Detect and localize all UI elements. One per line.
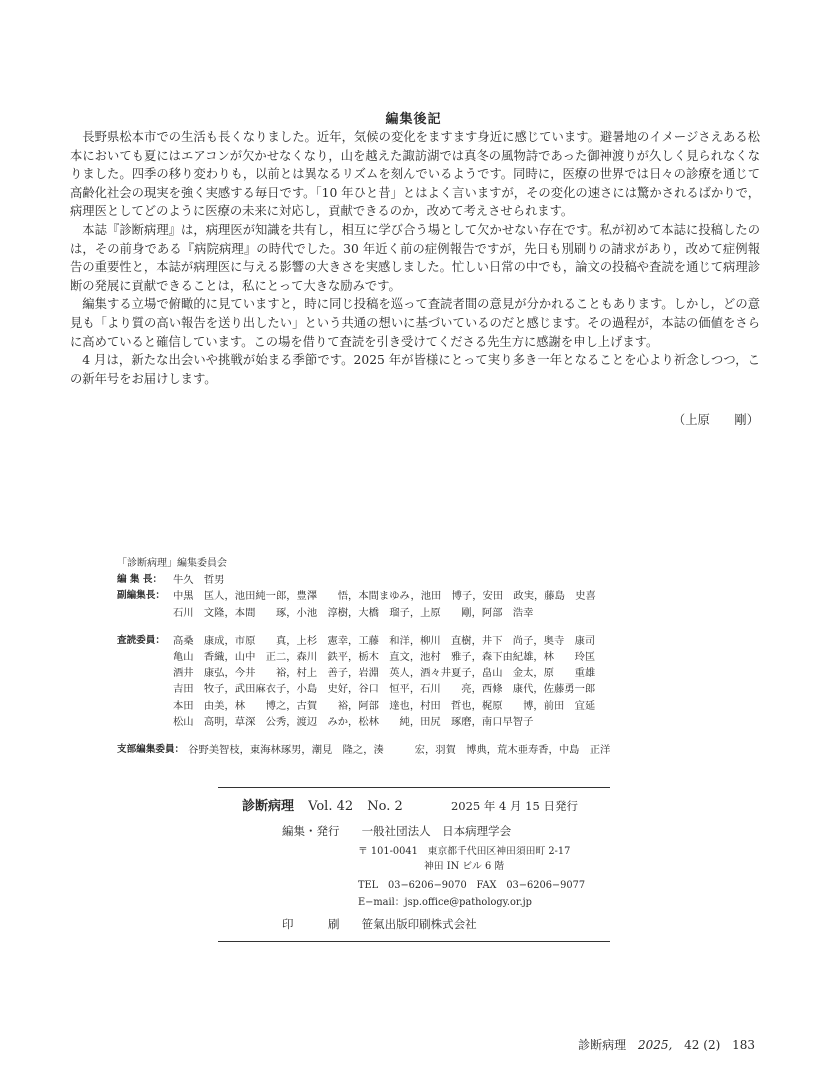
- chief-name: 牛久 哲男: [173, 574, 225, 587]
- branch-names: 谷野美智枝，東海林琢男，潮見 隆之，湊 宏，羽賀 博典，荒木亜寿香，中島 正洋: [188, 744, 611, 757]
- reviewers-label: 査読委員：: [117, 634, 165, 646]
- printer-line: [282, 916, 477, 932]
- footer-volume-issue: 42 (2): [684, 1038, 721, 1052]
- committee-title: 「診断病理」編集委員会: [117, 558, 227, 569]
- name-line: 吉田 牧子，武田麻衣子，小島 史好，谷口 恒平，石川 亮，西條 康代，佐藤勇一郎: [173, 683, 596, 696]
- branch-label: 支部編集委員：: [117, 744, 185, 756]
- editorial-body: [70, 128, 760, 388]
- footer-journal: 診断病理: [578, 1038, 627, 1052]
- branch-editors-row: [117, 742, 610, 758]
- page-number: 183: [732, 1038, 755, 1052]
- publication-date: 2025 年 4 月 15 日発行: [450, 799, 578, 813]
- page-footer: [570, 1036, 755, 1053]
- address-line: 神田 IN ビル 6 階: [424, 861, 505, 872]
- phone-fax: TEL 03−6206−9070 FAX 03−6206−9077: [358, 880, 586, 891]
- vice-names: [173, 588, 596, 620]
- address-line: 〒 101-0041 東京都千代田区神田須田町 2-17: [358, 846, 571, 857]
- name-line: 高桑 康成，市原 真，上杉 憲幸，工藤 和洋，柳川 直樹，井下 尚子，奥寺 康司: [173, 634, 596, 647]
- footer-year: 2025,: [637, 1038, 673, 1052]
- journal-name: 診断病理: [242, 799, 295, 814]
- name-line: 松山 高明，草深 公秀，渡辺 みか，松林 純，田尻 琢磨，南口早智子: [173, 715, 534, 728]
- issue-number: No. 2: [367, 799, 403, 814]
- reviewers-row: [117, 633, 610, 730]
- journal-issue-line: [242, 795, 588, 814]
- paragraph: 4 月は，新たな出会いや挑戦が始まる季節です。2025 年が皆様にとって実り多き一年となることを心より祈念しつつ，この新年号をお届けします。: [70, 353, 760, 386]
- colophon: [218, 787, 610, 931]
- name-line: 本田 由美，林 博之，古賀 裕，阿部 達也，村田 哲也，梶原 博，前田 宜延: [173, 699, 596, 712]
- paragraph: 長野県松本市での生活も長くなりました。近年，気候の変化をますます身近に感じています。避暑地のイメージさえある松本においても夏にはエアコンが欠かせなくなり，山を越えた諏訪湖では真冬の風物詩であった御神渡りが久しく見られなくなりました。四季の移り変わりも，以前とは異なるリズムを刻んでいるようです。同時に，医療の世界では日々の診療を通じて高齢化社会の現実を強く実感する毎日です。「10 年ひと昔」とはよく言いますが，その変化の速さには驚かされるばかりで，病理医としてどのように医療の未来に対応し，貢献できるのか，改めて考えさせられます。: [70, 130, 760, 219]
- publisher-name: 一般社団法人 日本病理学会: [361, 824, 512, 838]
- colophon-bottom-rule: [218, 941, 610, 942]
- page-title: 編集後記: [385, 112, 442, 127]
- publisher-label: 編集・発行: [282, 824, 340, 838]
- chief-editor-row: [117, 572, 610, 588]
- name-line: 酒井 康弘，今井 裕，村上 善子，岩淵 英人，酒々井夏子，畠山 金太，原 重雄: [173, 667, 596, 680]
- editorial-committee: [117, 556, 610, 758]
- publisher-line: [282, 823, 511, 839]
- name-line: 亀山 香織，山中 正二，森川 鉄平，栃木 直文，池村 雅子，森下由紀雄，林 玲匡: [173, 651, 596, 664]
- vice-editors-row: [117, 588, 610, 620]
- reviewer-names: [173, 633, 595, 730]
- colophon-top-rule: [218, 787, 610, 788]
- printer-name: 笹氣出版印刷株式会社: [361, 917, 477, 931]
- vice-label: 副編集長：: [117, 590, 165, 602]
- paragraph: 編集する立場で俯瞰的に見ていますと，時に同じ投稿を巡って査読者間の意見が分かれることもあります。しかし，どの意見も「より質の高い報告を送り出したい」という共通の想いに基づいているのだと感じます。その過程が，本誌の価値をさらに高めていると確信しています。この場を借りて査読を引き受けてくださる先生方に感謝を申し上げます。: [70, 297, 760, 349]
- volume: Vol. 42: [308, 799, 354, 814]
- chief-label: 編 集 長：: [117, 574, 163, 586]
- name-line: 中黒 匡人，池田純一郎，豊澤 悟，本間まゆみ，池田 博子，安田 政実，藤島 史喜: [173, 590, 596, 603]
- email: E−mail：jsp.office@pathology.or.jp: [358, 897, 532, 908]
- name-line: 石川 文隆，本間 琢，小池 淳樹，大橋 瑠子，上原 剛，阿部 浩幸: [173, 606, 534, 619]
- author-signature: （上原 剛）: [672, 413, 759, 427]
- printer-label: 印 刷: [282, 917, 340, 931]
- paragraph: 本誌『診断病理』は，病理医が知識を共有し，相互に学び合う場として欠かせない存在です。私が初めて本誌に投稿したのは，その前身である『病院病理』の時代でした。30 年近く前の症例報告ですが，先日も別刷りの請求があり，改めて症例報告の重要性と，本誌が病理医に与える影響の大きさを実感しました。忙しい日常の中でも，論文の投稿や査読を通じて病理診断の発展に貢献できることは，私にとって大きな励みです。: [70, 222, 760, 293]
